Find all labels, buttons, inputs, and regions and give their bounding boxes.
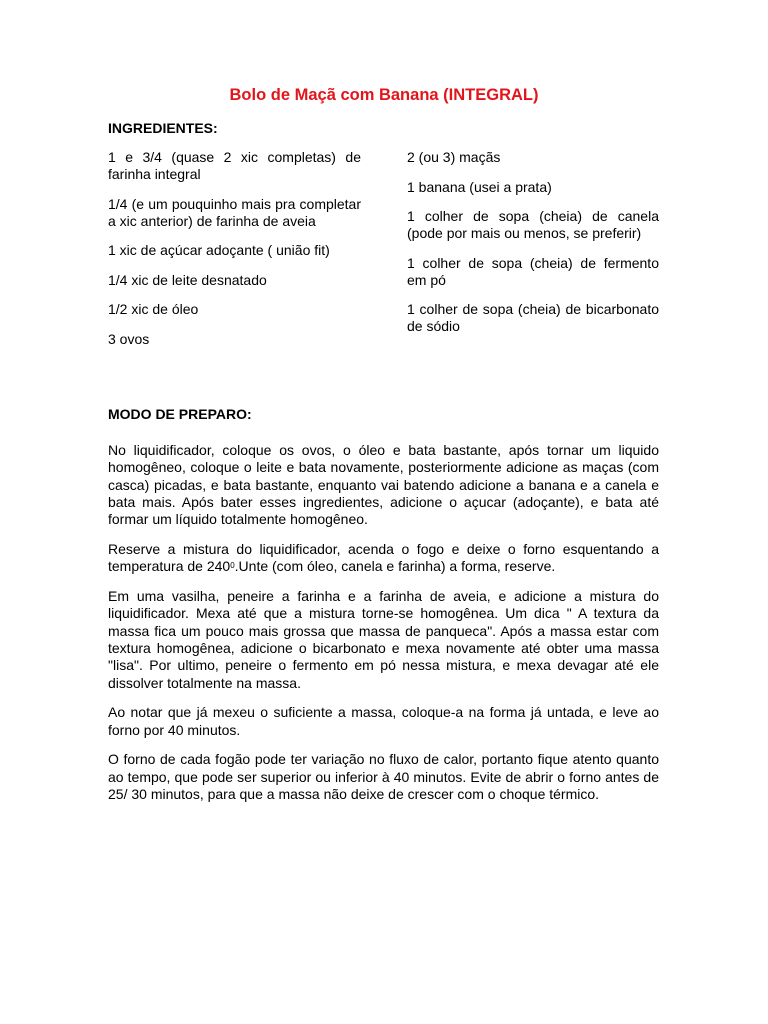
ingredients-right-column <box>407 149 659 348</box>
ingredient-item: 1 xic de açúcar adoçante ( união fit) <box>108 242 330 258</box>
ingredient-item: 1/2 xic de óleo <box>108 301 199 317</box>
recipe-title: Bolo de Maçã com Banana (INTEGRAL) <box>229 86 539 104</box>
ingredients-heading: INGREDIENTES: <box>108 120 218 136</box>
method-body <box>108 442 659 816</box>
method-paragraph: No liquidificador, coloque os ovos, o óleo e bata bastante, após tornar um liquido homogêneo, coloque o leite e bata novamente, posteriormente adicione as maças (com casca) picadas, e bata bastante, enquanto vai batendo adicione a banana e a canela e bata mais. Após bater esses ingredientes, adicione o açucar (adoçante), e bata até formar um líquido totalmente homogêneo. <box>108 442 659 528</box>
ingredient-item: 2 (ou 3) maçãs <box>407 149 501 165</box>
ingredient-item: 1 colher de sopa (cheia) de canela (pode por mais ou menos, se preferir) <box>407 208 659 241</box>
method-heading: MODO DE PREPARO: <box>108 406 252 422</box>
ingredient-item: 3 ovos <box>108 330 150 347</box>
ingredient-item: 1 banana (usei a prata) <box>407 178 552 195</box>
ingredient-item: 1 e 3/4 (quase 2 xic completas) de farinha integral <box>108 149 361 182</box>
ingredient-item: 1 colher de sopa (cheia) de fermento em pó <box>407 254 659 288</box>
ingredient-item: 1/4 xic de leite desnatado <box>108 271 267 288</box>
ingredient-item: 1/4 (e um pouquinho mais pra completar a xic anterior) de farinha de aveia <box>108 195 361 229</box>
ingredient-item: 1 colher de sopa (cheia) de bicarbonato de sódio <box>407 301 659 334</box>
method-text: .Unte (com óleo, canela e farinha) a forma, reserve. <box>234 558 556 575</box>
method-text: Reserve a mistura do liquidificador, acenda o fogo e deixe o forno esquentando a temperatura de 240 <box>108 540 659 575</box>
method-paragraph: Em uma vasilha, peneire a farinha e a farinha de aveia, e adicione a mistura do liquidificador. Mexa até que a mistura torne-se homogênea. Um dica " A textura da massa fica um pouco mais grossa que massa de panqueca". Após a massa estar com textura homogênea, adicione o bicarbonato e mexa novamente até obter uma massa "lisa". Por ultimo, peneire o fermento em pó nessa mistura, e mexa devagar até ele dissolver totalmente na massa. <box>108 588 659 691</box>
ingredients-left-column <box>108 149 361 360</box>
method-paragraph <box>108 541 659 576</box>
method-paragraph: O forno de cada fogão pode ter variação no fluxo de calor, portanto fique atento quanto ao tempo, que pode ser superior ou inferior à 40 minutos. Evite de abrir o forno antes de 25/ 30 minutos, para que a massa não deixe de crescer com o choque térmico. <box>108 751 659 803</box>
method-paragraph: Ao notar que já mexeu o suficiente a massa, coloque-a na forma já untada, e leve ao forno por 40 minutos. <box>108 704 659 738</box>
degree-superscript: 0 <box>230 561 235 571</box>
